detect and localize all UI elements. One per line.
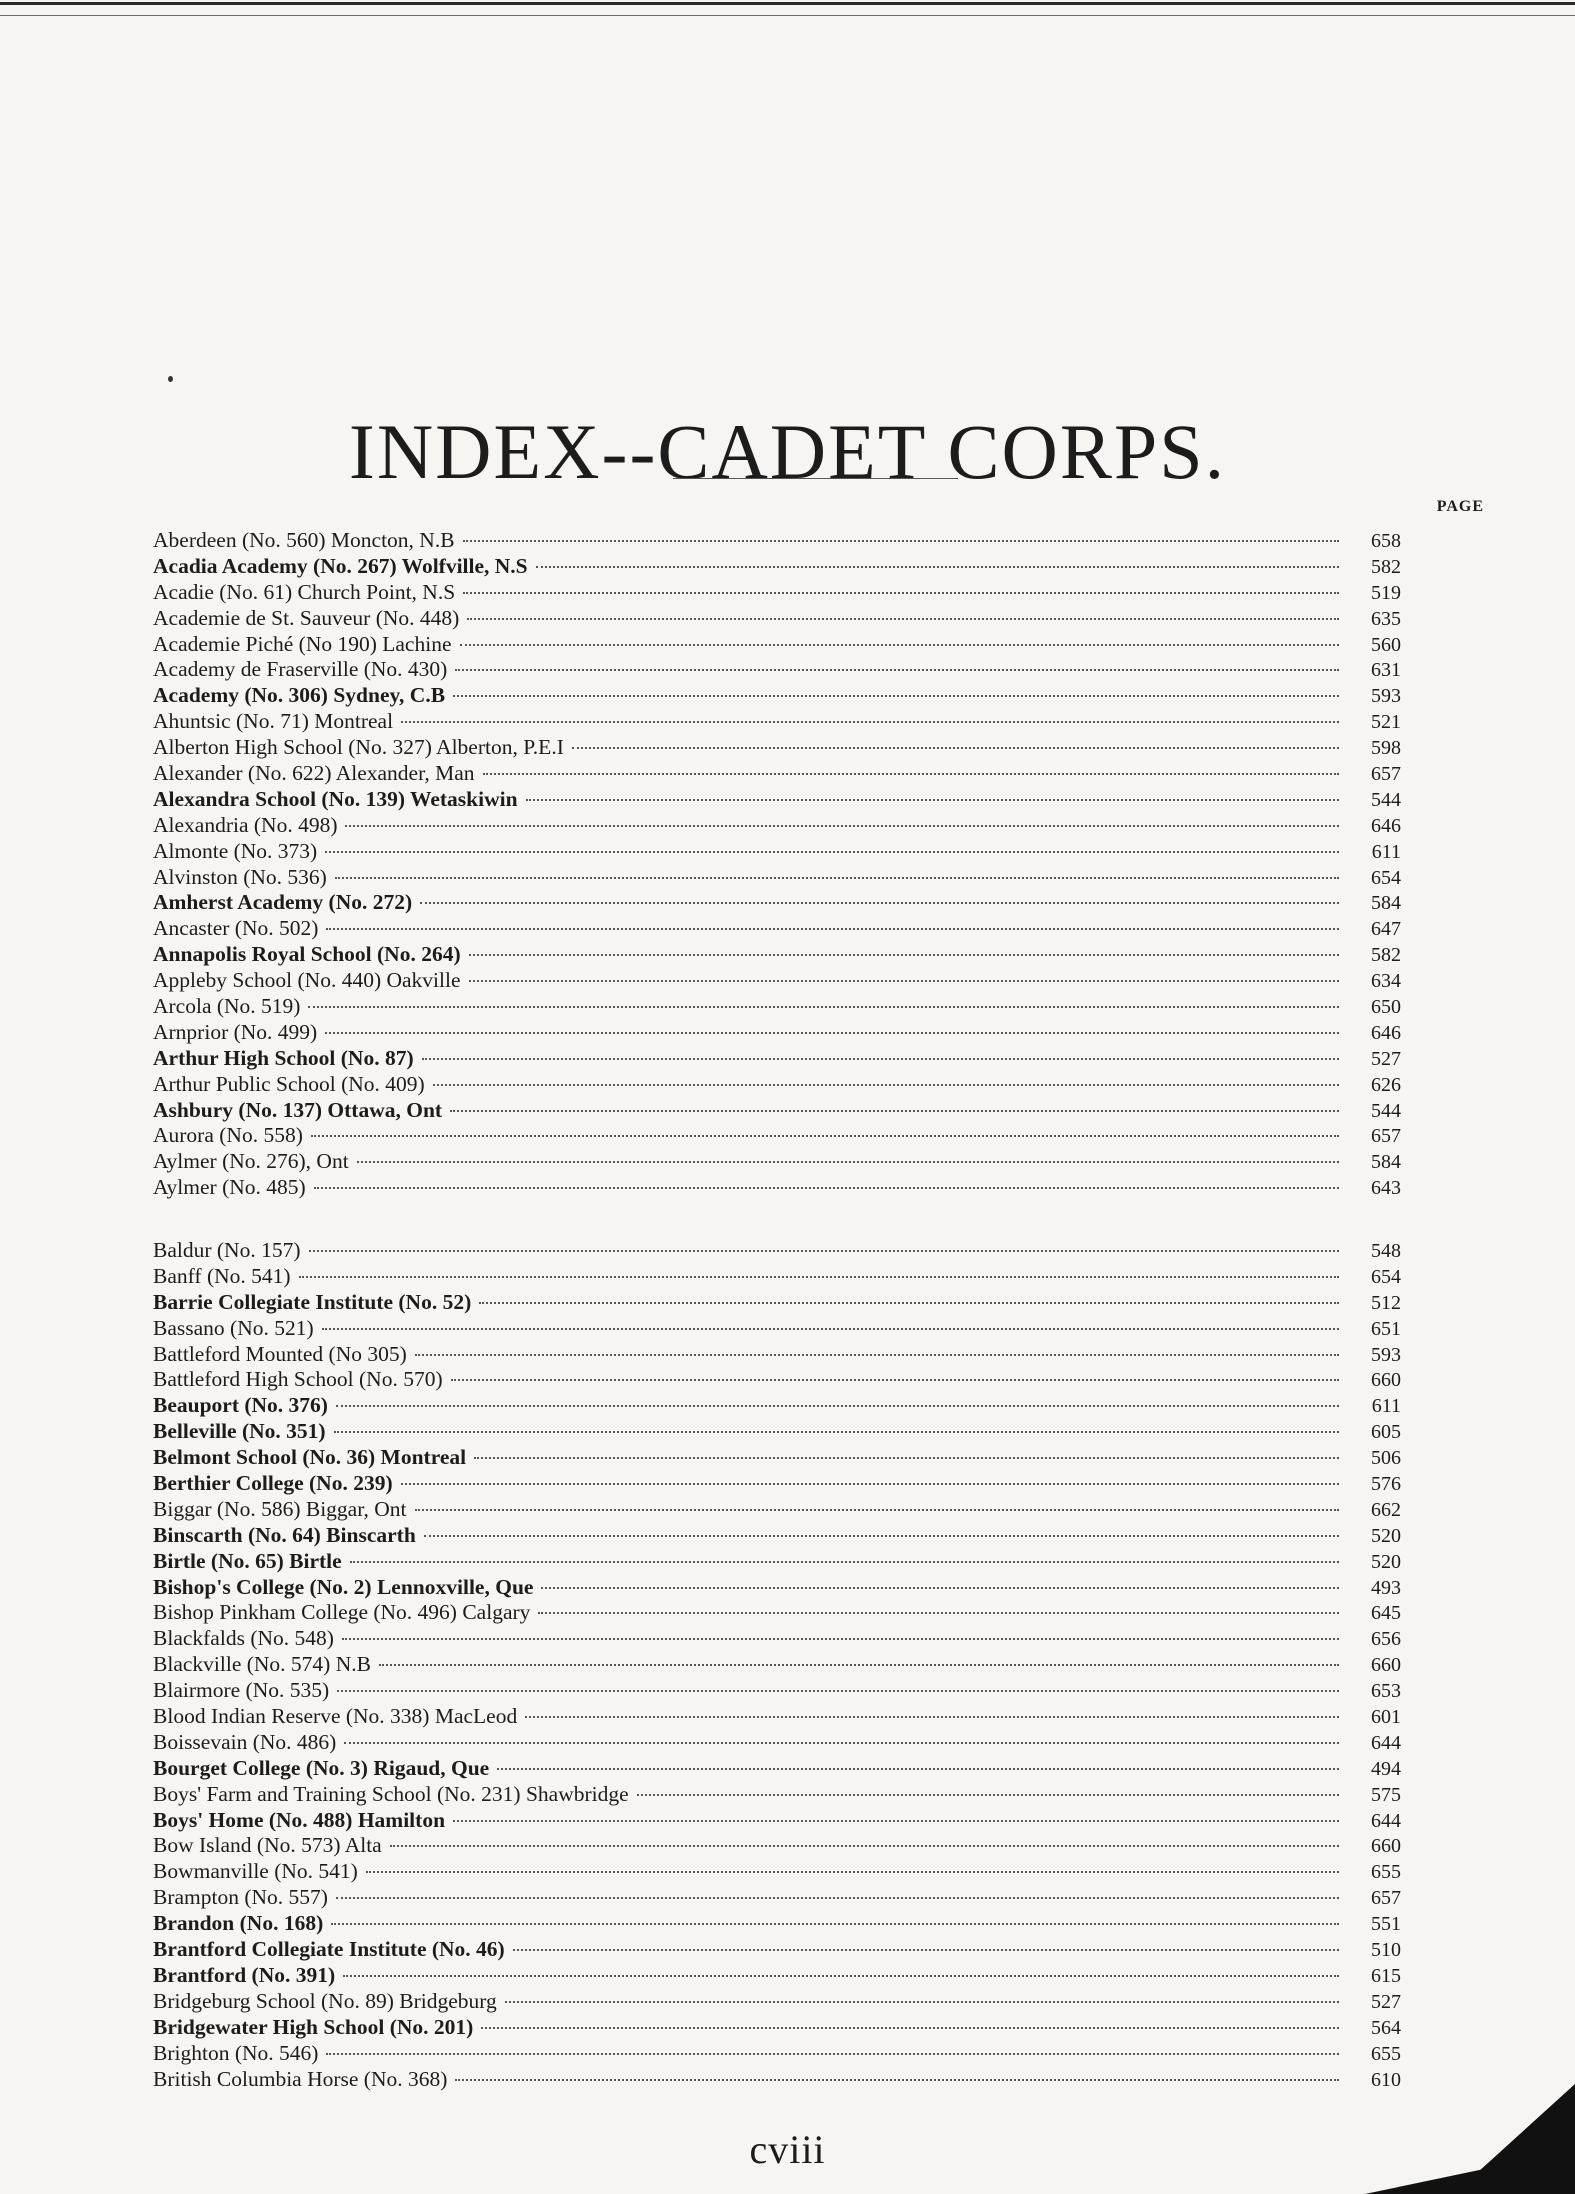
- entry-page-number: 527: [1371, 1047, 1401, 1070]
- entry-name: Brampton (No. 557): [153, 1885, 328, 1910]
- entry-name: Brantford (No. 391): [153, 1962, 336, 1987]
- entry-name: Appleby School (No. 440) Oakville: [153, 968, 461, 993]
- dot-leader: [390, 1845, 1339, 1847]
- index-entry: [153, 1175, 1401, 1201]
- entry-name: Alexander (No. 622) Alexander, Man: [153, 761, 475, 786]
- entry-name: Alvinston (No. 536): [153, 864, 327, 889]
- entry-name: Blood Indian Reserve (No. 338) MacLeod: [153, 1704, 518, 1729]
- index-entry: [153, 916, 1401, 942]
- dot-leader: [314, 1187, 1339, 1189]
- index-entry: [153, 1471, 1401, 1497]
- entry-name: Bridgewater High School (No. 201): [153, 2014, 474, 2039]
- entry-name: Academy (No. 306) Sydney, C.B: [153, 683, 446, 708]
- dot-leader: [460, 644, 1340, 646]
- entry-name: Bishop Pinkham College (No. 496) Calgary: [153, 1600, 531, 1625]
- index-entry: [153, 554, 1401, 580]
- entry-name: Arcola (No. 519): [153, 994, 301, 1019]
- index-entry: [153, 1020, 1401, 1046]
- dot-leader: [325, 1032, 1339, 1034]
- entry-name: Acadia Academy (No. 267) Wolfville, N.S: [153, 553, 528, 578]
- index-entry: [153, 1678, 1401, 1704]
- dot-leader: [331, 1923, 1339, 1925]
- entry-page-number: 658: [1371, 530, 1401, 552]
- index-section-a: [153, 528, 1401, 1201]
- entry-name: Bourget College (No. 3) Rigaud, Que: [153, 1755, 490, 1780]
- dot-leader: [463, 592, 1339, 594]
- entry-page-number: 584: [1371, 1151, 1401, 1174]
- dot-leader: [326, 928, 1339, 930]
- index-entry: [153, 657, 1401, 683]
- entry-page-number: 493: [1371, 1576, 1401, 1599]
- index-entry: [153, 1393, 1401, 1419]
- index-entry: [153, 761, 1401, 787]
- dot-leader: [572, 747, 1339, 749]
- index-entry: [153, 1549, 1401, 1575]
- dot-leader: [467, 618, 1339, 620]
- index-entry: [153, 1497, 1401, 1523]
- entry-page-number: 510: [1371, 1939, 1401, 1962]
- dot-leader: [455, 669, 1339, 671]
- entry-name: Battleford Mounted (No 305): [153, 1341, 407, 1366]
- index-entry: [153, 1264, 1401, 1290]
- page-column-heading: PAGE: [1436, 498, 1484, 515]
- entry-page-number: 519: [1371, 581, 1401, 604]
- entry-page-number: 651: [1371, 1317, 1401, 1340]
- index-entry: [153, 580, 1401, 606]
- dot-leader: [299, 1276, 1339, 1278]
- entry-page-number: 605: [1371, 1421, 1401, 1444]
- dot-leader: [637, 1794, 1339, 1796]
- dot-leader: [366, 1871, 1339, 1873]
- entry-page-number: 657: [1371, 1887, 1401, 1910]
- entry-name: Bishop's College (No. 2) Lennoxville, Que: [153, 1574, 534, 1599]
- entry-page-number: 662: [1371, 1498, 1401, 1521]
- entry-page-number: 560: [1371, 633, 1401, 656]
- index-entry: [153, 1316, 1401, 1342]
- dot-leader: [401, 721, 1339, 723]
- entry-name: Boissevain (No. 486): [153, 1729, 337, 1754]
- entry-page-number: 582: [1371, 944, 1401, 967]
- index-entry: [153, 890, 1401, 916]
- index-entry: [153, 1098, 1401, 1124]
- index-entry: [153, 1730, 1401, 1756]
- entry-name: Biggar (No. 586) Biggar, Ont: [153, 1496, 407, 1521]
- entry-page-number: 598: [1371, 737, 1401, 760]
- entry-page-number: 644: [1371, 1731, 1401, 1754]
- entry-name: British Columbia Horse (No. 368): [153, 2066, 448, 2091]
- index-entry: [153, 1149, 1401, 1175]
- entry-name: Barrie Collegiate Institute (No. 52): [153, 1289, 472, 1314]
- entry-page-number: 631: [1371, 659, 1401, 682]
- dot-leader: [325, 851, 1339, 853]
- index-entry: [153, 1419, 1401, 1445]
- dot-leader: [342, 1638, 1339, 1640]
- entry-name: Blackville (No. 574) N.B: [153, 1652, 371, 1677]
- dot-leader: [453, 1820, 1339, 1822]
- top-edge-rule: [0, 2, 1575, 16]
- index-entry: [153, 2041, 1401, 2067]
- entry-name: Arthur Public School (No. 409): [153, 1071, 425, 1096]
- dot-leader: [326, 2053, 1339, 2055]
- dot-leader: [453, 695, 1339, 697]
- index-entry: [153, 787, 1401, 813]
- index-entry: [153, 1652, 1401, 1678]
- index-entry: [153, 1342, 1401, 1368]
- dot-leader: [420, 902, 1339, 904]
- entry-page-number: 527: [1371, 1990, 1401, 2013]
- entry-page-number: 520: [1371, 1524, 1401, 1547]
- dot-leader: [343, 1975, 1339, 1977]
- entry-page-number: 655: [1371, 2042, 1401, 2065]
- entry-page-number: 582: [1371, 555, 1401, 578]
- index-entry: [153, 1782, 1401, 1808]
- index-entry: [153, 1808, 1401, 1834]
- entry-page-number: 601: [1371, 1706, 1401, 1729]
- entry-name: Battleford High School (No. 570): [153, 1367, 443, 1392]
- dot-leader: [337, 1690, 1339, 1692]
- entry-page-number: 643: [1371, 1177, 1401, 1200]
- entry-page-number: 647: [1371, 918, 1401, 941]
- entry-name: Belleville (No. 351): [153, 1419, 326, 1444]
- entry-name: Amherst Academy (No. 272): [153, 890, 413, 915]
- dot-leader: [322, 1328, 1339, 1330]
- page-title: INDEX--CADET CORPS.: [348, 408, 1227, 496]
- index-entry: [153, 606, 1401, 632]
- index-entry: [153, 1626, 1401, 1652]
- dot-leader: [433, 1084, 1339, 1086]
- dot-leader: [505, 2001, 1339, 2003]
- dot-leader: [451, 1379, 1339, 1381]
- entry-page-number: 657: [1371, 1125, 1401, 1148]
- entry-name: Alexandria (No. 498): [153, 812, 338, 837]
- dot-leader: [336, 1897, 1339, 1899]
- entry-name: Bassano (No. 521): [153, 1315, 314, 1340]
- dot-leader: [474, 1457, 1339, 1459]
- dot-leader: [309, 1250, 1340, 1252]
- entry-page-number: 646: [1371, 814, 1401, 837]
- entry-page-number: 494: [1371, 1757, 1401, 1780]
- index-entry: [153, 1238, 1401, 1264]
- entry-page-number: 645: [1371, 1602, 1401, 1625]
- index-entry: [153, 1989, 1401, 2015]
- dot-leader: [541, 1587, 1339, 1589]
- entry-name: Alexandra School (No. 139) Wetaskiwin: [153, 786, 518, 811]
- entry-name: Banff (No. 541): [153, 1263, 291, 1288]
- dot-leader: [479, 1302, 1339, 1304]
- entry-name: Blackfalds (No. 548): [153, 1626, 334, 1651]
- entry-page-number: 575: [1371, 1783, 1401, 1806]
- dot-leader: [469, 980, 1339, 982]
- entry-page-number: 576: [1371, 1473, 1401, 1496]
- dot-leader: [469, 954, 1339, 956]
- index-entry: [153, 865, 1401, 891]
- entry-name: Berthier College (No. 239): [153, 1471, 393, 1496]
- index-entry: [153, 1937, 1401, 1963]
- entry-name: Alberton High School (No. 327) Alberton, P.E.I: [153, 735, 564, 760]
- entry-page-number: 564: [1371, 2016, 1401, 2039]
- dot-leader: [422, 1058, 1339, 1060]
- index-entry: [153, 1046, 1401, 1072]
- index-entry: [153, 709, 1401, 735]
- dot-leader: [415, 1354, 1339, 1356]
- entry-page-number: 635: [1371, 607, 1401, 630]
- entry-name: Academy de Fraserville (No. 430): [153, 657, 448, 682]
- entry-name: Annapolis Royal School (No. 264): [153, 942, 461, 967]
- entry-page-number: 660: [1371, 1835, 1401, 1858]
- entry-name: Bridgeburg School (No. 89) Bridgeburg: [153, 1988, 497, 2013]
- entry-page-number: 655: [1371, 1861, 1401, 1884]
- index-section-b: [153, 1238, 1401, 2092]
- index-entry: [153, 735, 1401, 761]
- dot-leader: [538, 1612, 1339, 1614]
- index-entry: [153, 942, 1401, 968]
- entry-name: Aylmer (No. 485): [153, 1175, 306, 1200]
- entry-page-number: 512: [1371, 1291, 1401, 1314]
- dot-leader: [350, 1561, 1339, 1563]
- dot-leader: [455, 2079, 1339, 2081]
- dot-leader: [334, 1431, 1339, 1433]
- dot-leader: [450, 1110, 1339, 1112]
- index-entry: [153, 994, 1401, 1020]
- entry-name: Beauport (No. 376): [153, 1393, 328, 1418]
- entry-name: Brandon (No. 168): [153, 1911, 324, 1936]
- entry-name: Binscarth (No. 64) Binscarth: [153, 1522, 416, 1547]
- dot-leader: [336, 1405, 1339, 1407]
- entry-name: Bow Island (No. 573) Alta: [153, 1833, 382, 1858]
- index-entry: [153, 1600, 1401, 1626]
- entry-name: Baldur (No. 157): [153, 1238, 301, 1262]
- dot-leader: [481, 2027, 1339, 2029]
- entry-page-number: 626: [1371, 1073, 1401, 1096]
- entry-name: Bowmanville (No. 541): [153, 1859, 358, 1884]
- entry-page-number: 521: [1371, 711, 1401, 734]
- entry-name: Boys' Farm and Training School (No. 231) Shawbridge: [153, 1781, 629, 1806]
- dot-leader: [335, 877, 1339, 879]
- entry-page-number: 644: [1371, 1809, 1401, 1832]
- entry-page-number: 660: [1371, 1369, 1401, 1392]
- index-entry: [153, 632, 1401, 658]
- entry-page-number: 634: [1371, 970, 1401, 993]
- index-entry: [153, 683, 1401, 709]
- entry-page-number: 653: [1371, 1680, 1401, 1703]
- entry-page-number: 611: [1371, 840, 1401, 863]
- dot-leader: [401, 1483, 1339, 1485]
- entry-page-number: 657: [1371, 763, 1401, 786]
- entry-page-number: 611: [1371, 1395, 1401, 1418]
- dot-leader: [525, 1716, 1339, 1718]
- dot-leader: [357, 1161, 1339, 1163]
- entry-name: Ahuntsic (No. 71) Montreal: [153, 709, 394, 734]
- dot-leader: [483, 773, 1339, 775]
- entry-name: Arthur High School (No. 87): [153, 1045, 414, 1070]
- dot-leader: [424, 1535, 1339, 1537]
- index-entry: [153, 1290, 1401, 1316]
- entry-page-number: 593: [1371, 685, 1401, 708]
- entry-name: Aurora (No. 558): [153, 1123, 303, 1148]
- entry-page-number: 548: [1371, 1240, 1401, 1262]
- index-entry: [153, 1963, 1401, 1989]
- index-entry: [153, 1885, 1401, 1911]
- dot-leader: [513, 1949, 1339, 1951]
- entry-name: Brantford Collegiate Institute (No. 46): [153, 1937, 505, 1962]
- dot-leader: [463, 540, 1339, 542]
- dot-leader: [379, 1664, 1339, 1666]
- index-entry: [153, 813, 1401, 839]
- title-rule: [673, 478, 958, 479]
- dot-leader: [344, 1742, 1339, 1744]
- entry-page-number: 654: [1371, 866, 1401, 889]
- dot-leader: [497, 1768, 1339, 1770]
- entry-page-number: 646: [1371, 1021, 1401, 1044]
- entry-page-number: 650: [1371, 996, 1401, 1019]
- index-entry: [153, 1445, 1401, 1471]
- index-entry: [153, 968, 1401, 994]
- index-entry: [153, 1575, 1401, 1601]
- dot-leader: [345, 825, 1339, 827]
- index-entry: [153, 1704, 1401, 1730]
- entry-page-number: 654: [1371, 1265, 1401, 1288]
- index-entry: [153, 1123, 1401, 1149]
- dot-leader: [536, 566, 1339, 568]
- entry-name: Ancaster (No. 502): [153, 916, 319, 941]
- entry-name: Academie Piché (No 190) Lachine: [153, 631, 452, 656]
- index-entry: [153, 2067, 1401, 2093]
- index-entry: [153, 1756, 1401, 1782]
- dot-leader: [526, 799, 1339, 801]
- entry-page-number: 593: [1371, 1343, 1401, 1366]
- page-folio: cviii: [749, 2127, 826, 2172]
- entry-name: Aberdeen (No. 560) Moncton, N.B: [153, 528, 455, 552]
- entry-page-number: 656: [1371, 1628, 1401, 1651]
- dot-leader: [311, 1135, 1339, 1137]
- entry-name: Belmont School (No. 36) Montreal: [153, 1445, 467, 1470]
- entry-name: Ashbury (No. 137) Ottawa, Ont: [153, 1097, 443, 1122]
- entry-name: Boys' Home (No. 488) Hamilton: [153, 1807, 446, 1832]
- ink-speck: [168, 376, 173, 382]
- entry-page-number: 551: [1371, 1913, 1401, 1936]
- index-entry: [153, 1833, 1401, 1859]
- dot-leader: [308, 1006, 1339, 1008]
- entry-name: Arnprior (No. 499): [153, 1019, 318, 1044]
- entry-page-number: 660: [1371, 1654, 1401, 1677]
- entry-page-number: 520: [1371, 1550, 1401, 1573]
- entry-name: Almonte (No. 373): [153, 838, 318, 863]
- entry-name: Academie de St. Sauveur (No. 448): [153, 605, 460, 630]
- index-entry: [153, 1911, 1401, 1937]
- entry-name: Acadie (No. 61) Church Point, N.S: [153, 579, 456, 604]
- entry-name: Brighton (No. 546): [153, 2040, 319, 2065]
- index-entry: [153, 1367, 1401, 1393]
- entry-name: Birtle (No. 65) Birtle: [153, 1548, 342, 1573]
- dot-leader: [415, 1509, 1339, 1511]
- index-entry: [153, 528, 1401, 554]
- entry-name: Aylmer (No. 276), Ont: [153, 1149, 349, 1174]
- index-entry: [153, 1072, 1401, 1098]
- index-entry: [153, 2015, 1401, 2041]
- entry-page-number: 584: [1371, 892, 1401, 915]
- index-entry: [153, 1859, 1401, 1885]
- entry-page-number: 615: [1371, 1964, 1401, 1987]
- entry-page-number: 544: [1371, 1099, 1401, 1122]
- entry-page-number: 544: [1371, 788, 1401, 811]
- entry-name: Blairmore (No. 535): [153, 1678, 330, 1703]
- entry-page-number: 506: [1371, 1447, 1401, 1470]
- index-entry: [153, 1523, 1401, 1549]
- entry-page-number: 610: [1371, 2068, 1401, 2091]
- index-entry: [153, 839, 1401, 865]
